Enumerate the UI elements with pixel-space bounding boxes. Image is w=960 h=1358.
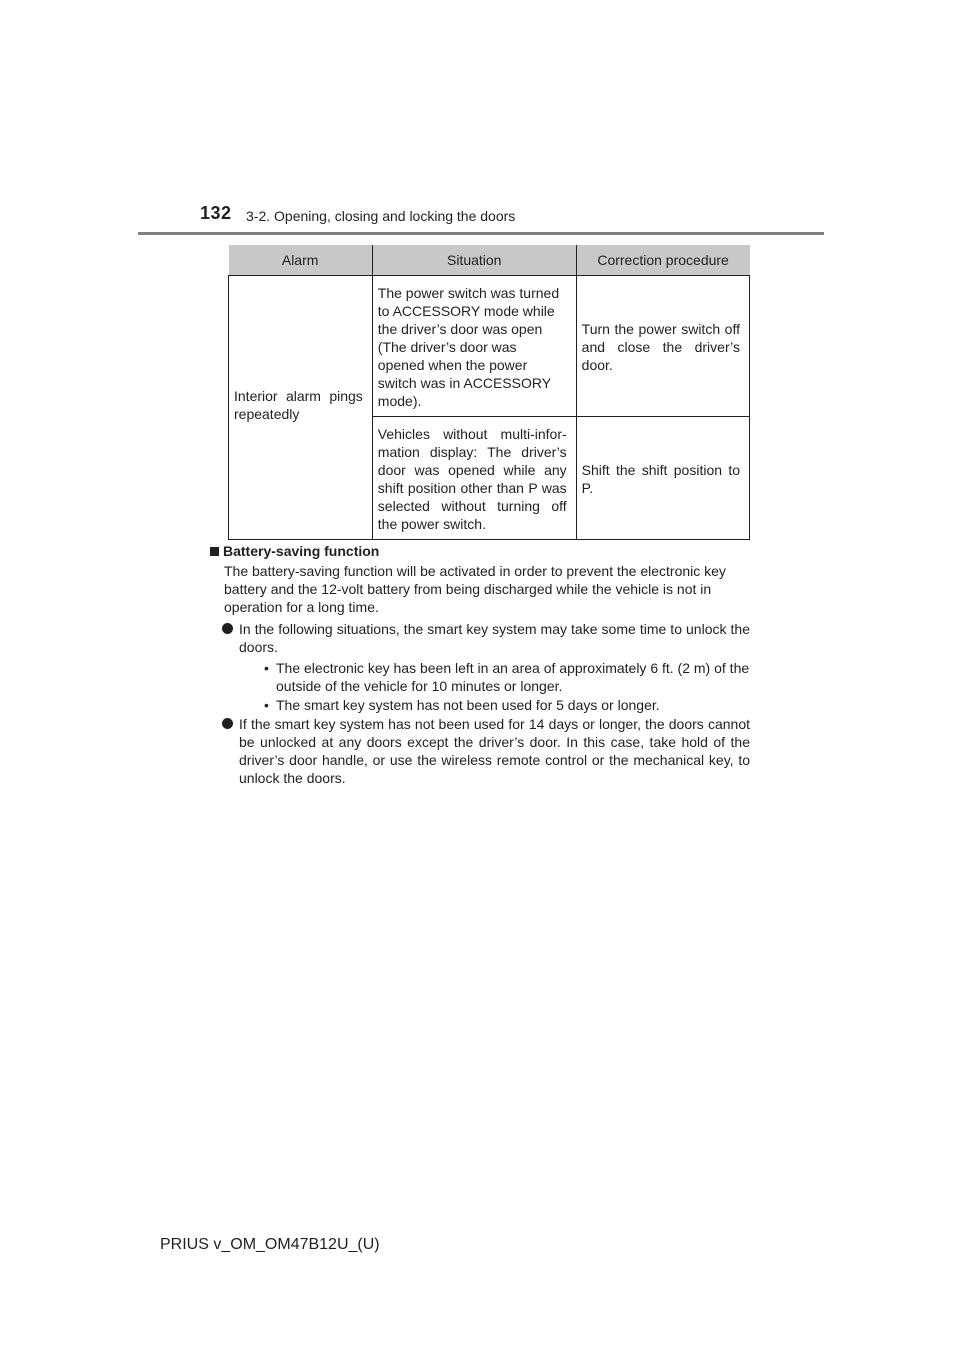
- circle-bullet-icon: [222, 718, 233, 729]
- section-title: 3-2. Opening, closing and locking the doors: [246, 208, 516, 224]
- section-heading: [210, 542, 750, 560]
- alarm-table: [228, 245, 750, 540]
- sub-list-item: [264, 696, 750, 714]
- list-item-text: In the following situations, the smart key system may take some time to unlock the doors.: [239, 621, 750, 655]
- list-item-text: If the smart key system has not been used for 14 days or longer, the doors cannot be unlocked at any doors except the driver’s door. In this case, take hold of the driver’s door handle, or use the wireless remote control or the mechanical key, to unlock the doors.: [239, 716, 750, 786]
- column-header-situation: Situation: [372, 245, 576, 276]
- header-divider: [138, 232, 824, 235]
- situation-cell: The power switch was turned to ACCESSORY mode while the driver’s door was open (The driver’s door was opened when the power switch was in ACCESSORY mode).: [372, 276, 576, 417]
- sub-list-item-text: The electronic key has been left in an area of approximately 6 ft. (2 m) of the outside of the vehicle for 10 minutes or longer.: [276, 660, 750, 694]
- sub-bullet-mark: •: [264, 660, 269, 676]
- column-header-correction: Correction procedure: [576, 245, 749, 276]
- intro-paragraph: The battery-saving function will be activated in order to prevent the electronic key battery and the 12-volt battery from being discharged while the vehicle is not in operation for a long time.: [224, 563, 726, 615]
- list-item: [239, 715, 750, 787]
- sub-list-item-text: The smart key system has not been used for 5 days or longer.: [276, 697, 660, 713]
- table-header-row: [229, 245, 750, 276]
- battery-saving-section: [210, 542, 750, 790]
- column-header-alarm: Alarm: [229, 245, 373, 276]
- page-number: 132: [200, 203, 232, 223]
- footer-doc-id: PRIUS v_OM_OM47B12U_(U): [160, 1236, 380, 1253]
- circle-bullet-icon: [222, 623, 233, 634]
- square-bullet-icon: [210, 547, 219, 556]
- correction-cell: Shift the shift position to P.: [576, 417, 749, 540]
- sub-list-item: [264, 659, 750, 695]
- list-item: [239, 620, 750, 656]
- alarm-cell: Interior alarm pings repeatedly: [229, 276, 373, 540]
- section-heading-label: Battery-saving function: [223, 543, 380, 559]
- table-row: [229, 276, 750, 417]
- sub-bullet-mark: •: [264, 697, 269, 713]
- correction-cell: Turn the power switch off and close the driver’s door.: [576, 276, 749, 417]
- situation-cell: Vehicles without multi-infor-mation display: The driver’s door was opened while any shift position other than P was selected without turning off the power switch.: [372, 417, 576, 540]
